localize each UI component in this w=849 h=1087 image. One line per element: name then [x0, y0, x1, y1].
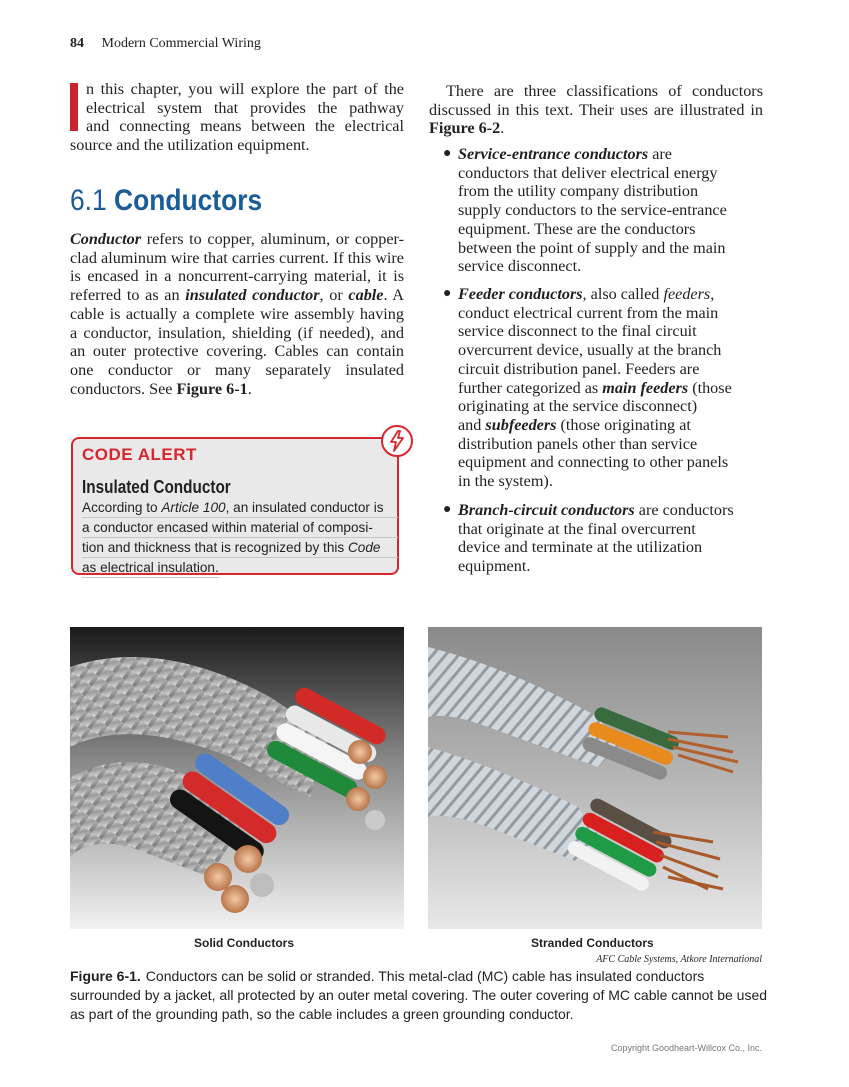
term-subfeeders: subfeeders	[485, 415, 557, 434]
intro-line: source and the utilization equipment.	[70, 136, 310, 155]
term-main-feeders: main feeders	[602, 378, 689, 397]
photo-credit: AFC Cable Systems, Atkore International	[596, 954, 762, 965]
stranded-conductors-photo	[428, 627, 762, 929]
bullet-line: conduct electrical current from the main	[458, 303, 719, 322]
intro-line: and connecting means between the electrical	[86, 117, 404, 136]
bullet-line: equipment. These are the conductors	[458, 219, 696, 238]
body-text: .	[247, 379, 252, 398]
alert-line: as electrical insulation.	[82, 558, 219, 578]
copyright: Copyright Goodheart-Willcox Co., Inc.	[610, 1043, 762, 1053]
page-number: 84	[70, 36, 84, 51]
bullet-line: distribution panels other than service	[458, 434, 698, 453]
figure-number: Figure 6-1.	[70, 968, 141, 984]
book-title: Modern Commercial Wiring	[101, 36, 261, 51]
bullet-line: that originate at the final overcurrent	[458, 519, 696, 538]
body-paragraph	[70, 230, 404, 398]
term-insulated-conductor: insulated conductor	[185, 286, 320, 305]
right-intro-paragraph: There are three classifications of conductors discussed in this text. Their uses are illustrated in Figure 6-2.	[429, 82, 763, 138]
bullet-line: conductors that deliver electrical energy	[458, 163, 718, 182]
figure-reference: Figure 6-1	[176, 379, 248, 398]
intro-paragraph	[70, 80, 404, 155]
bullet-dot: ●	[443, 286, 452, 301]
solid-conductors-photo	[70, 627, 404, 929]
bullet-line: from the utility company distribution	[458, 182, 699, 201]
bullet-line: equipment.	[458, 557, 531, 576]
bullet-line: between the point of supply and the main	[458, 238, 726, 257]
bullet-line: service disconnect.	[458, 257, 582, 276]
section-number: 6.1	[70, 184, 107, 217]
term-conductor: Conductor	[70, 230, 142, 248]
body-text: . A cable is actually a complete wire assembly having a conductor, insulation, shielding (if needed), and an outer protective covering. Cables can contain one conductor or many separately insulated conductors. See	[70, 286, 404, 398]
body-text: refers to copper, aluminum, or copper-clad aluminum wire that carries current. If this wire is encased in a noncurrent-carrying material, it is referred to as an	[70, 230, 404, 305]
bullet-line: equipment and connecting to other panels	[458, 453, 729, 472]
bullet-line: device and terminate at the utilization	[458, 538, 703, 557]
lightning-icon	[388, 430, 406, 452]
bullet-dot: ●	[443, 146, 452, 161]
caption-text: Conductors can be solid or stranded. This metal-clad (MC) cable has insulated conductors surrounded by a jacket, all protected by an outer metal covering. The outer covering of MC cable cannot be used as part of the grounding path, so the cable includes a green grounding conductor.	[70, 968, 768, 1022]
bullet-line: circuit distribution panel. Feeders are	[458, 359, 700, 378]
bullet-line: service disconnect to the final circuit	[458, 322, 697, 341]
code-alert-subheading: Insulated Conductor	[82, 477, 231, 497]
section-heading	[70, 184, 262, 218]
bullet-line: overcurrent device, usually at the branch	[458, 341, 722, 360]
body-text: , or	[319, 286, 349, 305]
term-cable: cable	[348, 286, 384, 305]
bullet-line: in the system).	[458, 472, 553, 491]
stranded-conductors-label: Stranded Conductors	[531, 936, 654, 950]
figure-caption	[70, 967, 770, 1024]
term-branch-circuit: Branch-circuit conductors	[458, 501, 635, 519]
term-feeder: Feeder conductors	[458, 285, 583, 303]
alert-line: According to Article 100, an insulated conductor is	[82, 498, 398, 518]
alert-line: tion and thickness that is recognized by this Code	[82, 538, 398, 558]
code-alert-badge	[381, 425, 413, 457]
bullet-line: supply conductors to the service-entrance	[458, 201, 727, 220]
intro-line: n this chapter, you will explore the part of the	[86, 80, 404, 98]
term-service-entrance: Service-entrance conductors	[458, 145, 649, 163]
running-head	[70, 36, 261, 52]
solid-conductors-label: Solid Conductors	[194, 936, 294, 950]
figure-reference: Figure 6-2	[429, 119, 501, 138]
bullet-dot: ●	[443, 502, 452, 517]
right-intro-text: discussed in this text. Their uses are illustrated in	[429, 100, 763, 119]
section-title: Conductors	[114, 184, 263, 217]
right-intro-line: There are three classifications of conductors	[446, 82, 763, 100]
code-alert-text	[82, 498, 398, 578]
bullet-line: originating at the service disconnect)	[458, 397, 698, 416]
intro-line: electrical system that provides the pathway	[86, 98, 404, 117]
alert-line: a conductor encased within material of composi-	[82, 518, 398, 538]
code-alert-heading: CODE ALERT	[82, 445, 197, 464]
